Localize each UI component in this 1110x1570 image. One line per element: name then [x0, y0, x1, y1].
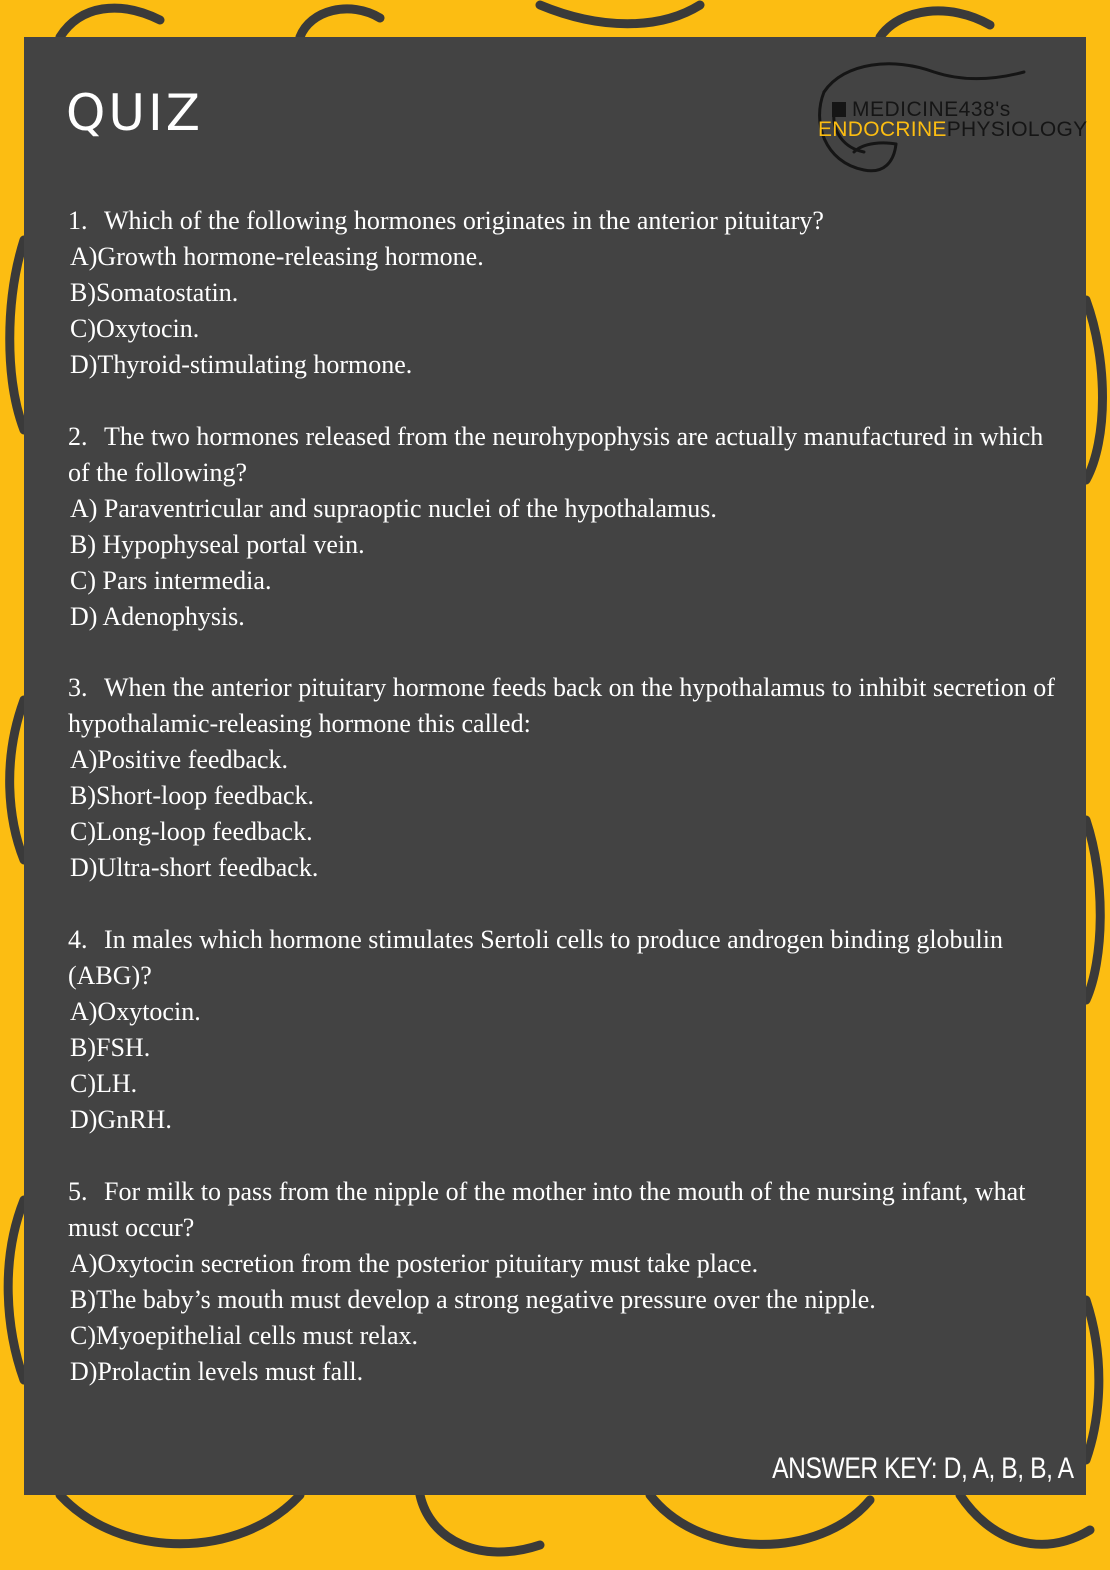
question-text: Which of the following hormones originates in the anterior pituitary?	[104, 206, 824, 235]
option-b: B)The baby’s mouth must develop a strong negative pressure over the nipple.	[70, 1285, 876, 1314]
question-text: In males which hormone stimulates Sertoli cells to produce androgen binding globulin (ABG)?	[68, 925, 1003, 990]
option-a: A)Positive feedback.	[70, 745, 289, 774]
question-number: 2.	[68, 422, 88, 451]
option-a: A)Oxytocin.	[70, 997, 201, 1026]
option-a: A)Oxytocin secretion from the posterior pituitary must take place.	[70, 1249, 759, 1278]
endocrine-physiology-logo	[814, 52, 1088, 182]
option-b: B)FSH.	[70, 1033, 151, 1062]
question-3	[68, 670, 1058, 886]
answer-key: ANSWER KEY: D, A, B, B, A	[772, 1452, 1074, 1485]
question-number: 4.	[68, 925, 88, 954]
question-text: The two hormones released from the neurohypophysis are actually manufactured in which of the following?	[68, 422, 1044, 487]
option-c: C)Oxytocin.	[70, 314, 200, 343]
page-title: QUIZ	[66, 84, 203, 142]
question-stem	[68, 670, 1058, 742]
logo-subtitle	[818, 118, 1087, 142]
option-c: C)Myoepithelial cells must relax.	[70, 1321, 419, 1350]
question-2	[68, 419, 1058, 635]
logo-subtitle-rest: PHYSIOLOGY	[946, 118, 1088, 141]
question-stem	[68, 419, 1058, 491]
question-4	[68, 922, 1058, 1138]
option-d: D)Prolactin levels must fall.	[70, 1357, 364, 1386]
logo-title: MEDICINE438's	[852, 98, 1011, 121]
option-d: D)Ultra-short feedback.	[70, 853, 319, 882]
question-text: For milk to pass from the nipple of the mother into the mouth of the nursing infant, what must occur?	[68, 1177, 1026, 1242]
logo-subtitle-highlight: ENDOCRINE	[818, 118, 947, 141]
option-c: C)Long-loop feedback.	[70, 817, 313, 846]
option-d: D) Adenophysis.	[70, 602, 245, 631]
option-c: C)LH.	[70, 1069, 138, 1098]
question-number: 1.	[68, 206, 88, 235]
question-1	[68, 203, 1058, 383]
option-a: A) Paraventricular and supraoptic nuclei of the hypothalamus.	[70, 494, 717, 523]
option-d: D)GnRH.	[70, 1105, 172, 1134]
question-text: When the anterior pituitary hormone feeds back on the hypothalamus to inhibit secretion of hypothalamic-releasing hormone this called:	[68, 673, 1055, 738]
question-5	[68, 1174, 1058, 1390]
option-b: B)Somatostatin.	[70, 278, 239, 307]
question-stem	[68, 1174, 1058, 1246]
option-b: B)Short-loop feedback.	[70, 781, 315, 810]
option-a: A)Growth hormone-releasing hormone.	[70, 242, 484, 271]
question-number: 3.	[68, 673, 88, 702]
question-stem	[68, 922, 1058, 994]
option-d: D)Thyroid-stimulating hormone.	[70, 350, 413, 379]
question-stem	[68, 203, 1058, 239]
question-number: 5.	[68, 1177, 88, 1206]
option-b: B) Hypophyseal portal vein.	[70, 530, 365, 559]
logo-badge-icon	[832, 102, 846, 117]
option-c: C) Pars intermedia.	[70, 566, 272, 595]
